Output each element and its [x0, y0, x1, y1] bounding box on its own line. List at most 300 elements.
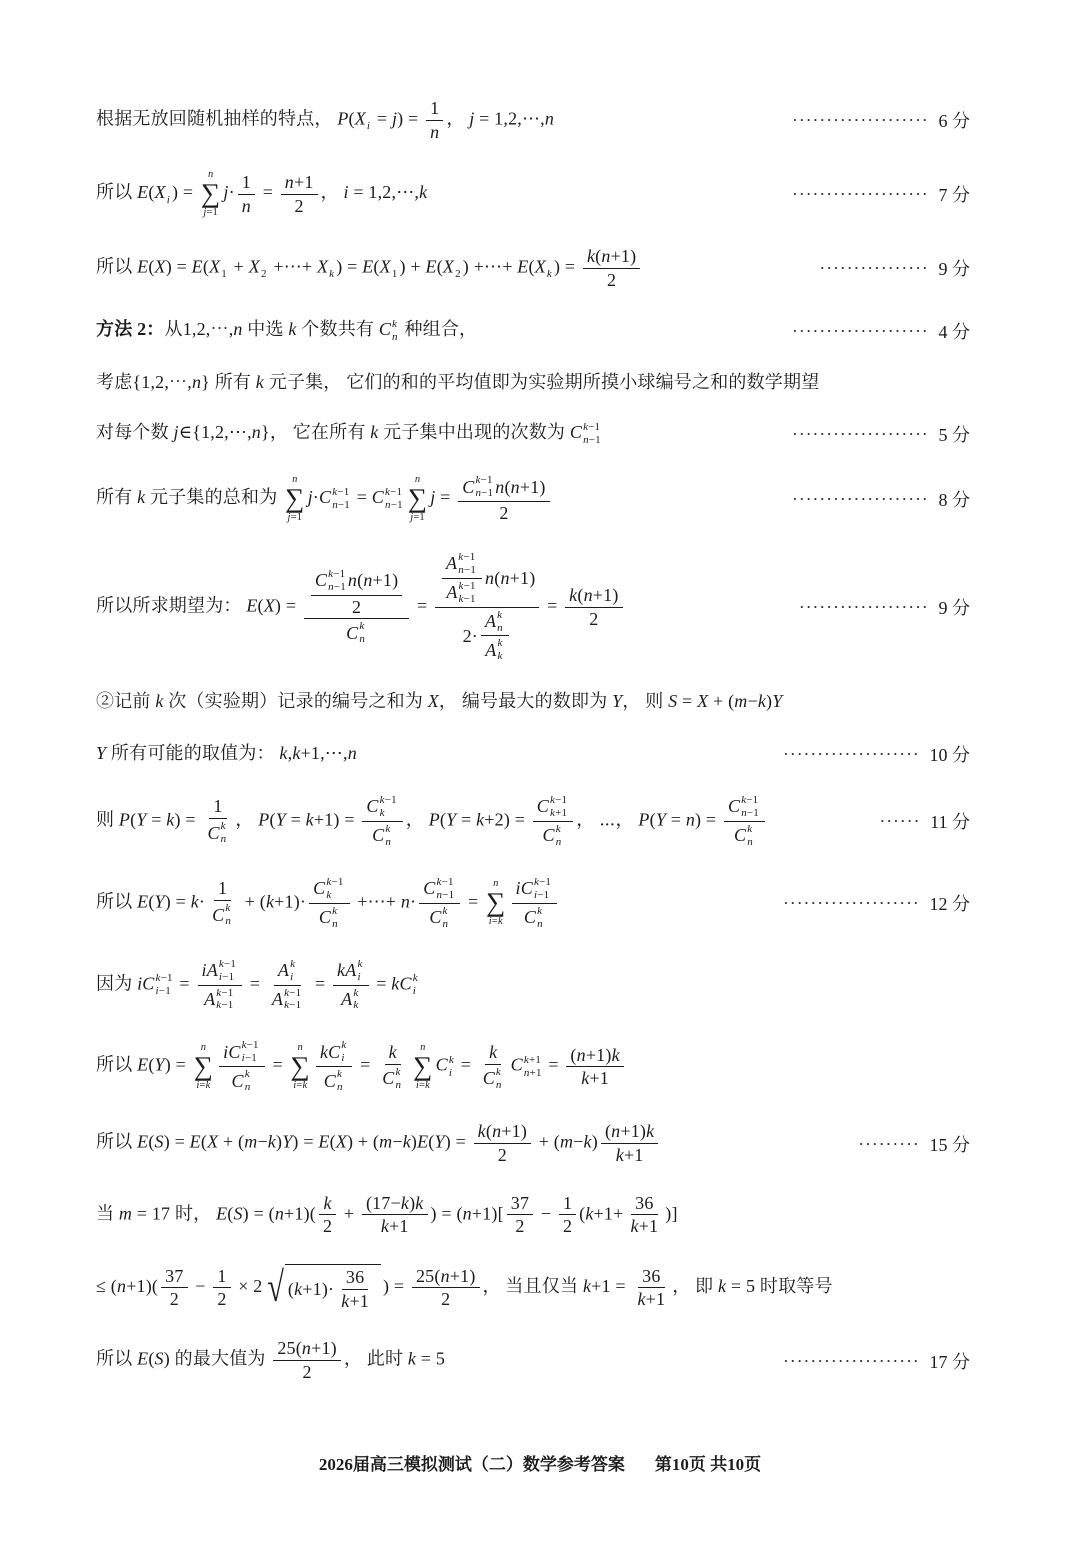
superscript — [332, 905, 338, 918]
math-variable: E — [191, 256, 203, 277]
math-variable: k — [353, 986, 359, 999]
score-value: 9 分 — [938, 259, 970, 280]
fraction-numerator: k ( n +1) — [583, 246, 640, 269]
math-fraction — [362, 1193, 428, 1237]
math-variable: k — [497, 915, 503, 927]
subscript — [245, 1081, 251, 1094]
math-variable: k — [585, 1203, 594, 1223]
math-supsub — [741, 794, 759, 820]
math-variable: C — [371, 486, 384, 507]
math-variable: C — [378, 318, 392, 339]
math-fraction — [559, 1193, 576, 1237]
footer-page-info: 第10页 共10页 — [654, 1454, 762, 1474]
math-supsub — [337, 1068, 343, 1094]
fraction-denominator: 2 — [169, 1289, 179, 1310]
math-variable: n — [493, 878, 499, 890]
math-variable: k — [741, 793, 747, 806]
math-variable: C — [207, 822, 220, 843]
math-supsub — [332, 486, 350, 512]
math-fraction — [273, 1338, 341, 1382]
math-variable: k — [475, 473, 481, 486]
math-supsub — [475, 474, 493, 500]
formula-content: 所以所求期望为： E(X) = C k−1 n−1 n ( n +1) 2 C k n = A k−1 n−1 A k−1 k−1 n ( n +1) 2· A k n A k k = k ( n +1) 2 — [96, 551, 626, 664]
fraction-denominator: 2 — [441, 1289, 451, 1310]
superscript — [385, 823, 391, 836]
math-variable: k — [385, 822, 391, 835]
math-variable: j — [410, 511, 414, 523]
subscript: 2 — [260, 268, 267, 281]
math-supsub — [367, 107, 370, 133]
math-variable: k — [458, 579, 464, 592]
fraction-numerator: 25( n +1) — [273, 1338, 341, 1361]
math-variable: C — [313, 878, 326, 899]
subscript — [359, 633, 365, 646]
superscript: k−1 — [458, 550, 476, 563]
math-variable: k — [302, 1079, 308, 1091]
math-variable: m — [118, 1203, 133, 1223]
math-fraction — [378, 1042, 407, 1092]
subscript — [747, 836, 753, 849]
math-variable: k — [537, 904, 543, 917]
math-supsub — [261, 255, 267, 281]
math-supsub — [496, 1066, 502, 1092]
math-variable: n — [492, 1121, 502, 1142]
superscript — [341, 1039, 346, 1052]
math-supsub — [534, 876, 551, 902]
dot-leader: ···················· — [783, 745, 921, 761]
math-variable: k — [244, 1068, 250, 1081]
math-variable: k — [380, 1216, 390, 1237]
fraction-denominator — [426, 121, 443, 143]
fraction-denominator — [342, 619, 371, 646]
formula-content: 对每个数 j∈{1,2,⋯,n}， 它在所有 k 元子集中出现的次数为 C k−1 n−1 — [96, 420, 601, 446]
math-variable: Y — [154, 1055, 165, 1075]
math-variable: X — [335, 1131, 347, 1152]
superscript: k−1 — [326, 875, 344, 888]
math-variable: n — [385, 498, 391, 511]
math-fraction — [213, 1266, 230, 1310]
math-variable: m — [559, 1131, 574, 1152]
superscript: k−1 — [550, 793, 568, 806]
math-variable: C — [510, 1055, 523, 1075]
subscript: n−1 — [583, 433, 601, 446]
math-variable: k — [137, 486, 146, 507]
math-supsub — [328, 568, 346, 594]
fraction-numerator: k ( n +1) — [474, 1121, 531, 1144]
formula-content: 考虑{1,2,⋯,n} 所有 k 元子集， 它们的和的平均值即为实验期所摸小球编号之和的数学期望 — [96, 371, 820, 392]
math-supsub — [497, 609, 503, 635]
fraction-denominator — [268, 986, 307, 1013]
sum-lower-limit: i=k — [293, 1079, 308, 1091]
score-mark — [849, 1131, 970, 1157]
math-variable: A — [484, 611, 497, 632]
math-variable: i — [488, 915, 492, 927]
math-variable: n — [233, 318, 243, 339]
math-variable: E — [417, 1131, 429, 1152]
math-variable: C — [542, 825, 555, 846]
fraction-numerator — [309, 876, 349, 904]
superscript — [359, 620, 365, 633]
math-variable: X — [316, 256, 329, 277]
math-variable: C — [314, 570, 328, 591]
math-variable: C — [429, 907, 442, 928]
dot-leader: ······ — [880, 813, 922, 829]
sum-operator — [408, 474, 427, 524]
math-supsub — [385, 823, 391, 849]
superscript: k−1 — [436, 875, 454, 888]
fraction-numerator — [512, 876, 558, 904]
solution-line — [96, 1121, 970, 1165]
superscript: k−1 — [216, 986, 234, 999]
fraction-numerator — [316, 1039, 353, 1067]
math-variable: Y — [136, 809, 147, 830]
math-variable: n — [497, 621, 503, 634]
math-variable: Y — [446, 809, 457, 830]
sigma-icon: ∑ — [486, 887, 506, 918]
math-supsub — [547, 255, 552, 281]
math-variable: i — [448, 1066, 453, 1079]
math-variable: n — [359, 633, 366, 646]
dot-leader: ···················· — [783, 895, 921, 911]
superscript: k−1 — [379, 793, 397, 806]
math-fraction — [724, 794, 765, 849]
math-fraction — [426, 98, 443, 142]
math-fraction — [601, 1121, 658, 1165]
math-fraction — [319, 1193, 336, 1237]
math-variable: k — [328, 567, 334, 580]
math-variable: n — [555, 835, 562, 848]
math-variable: k — [458, 592, 464, 605]
formula-content: Y 所有可能的取值为： k,k+1,⋯,n — [96, 743, 357, 764]
score-mark — [870, 808, 970, 834]
fraction-denominator: k +1 — [341, 1290, 370, 1311]
math-variable: k — [448, 1053, 454, 1066]
math-variable: k — [385, 485, 391, 498]
math-variable: k — [255, 371, 264, 392]
math-variable: X — [697, 691, 709, 712]
math-variable: i — [290, 970, 294, 983]
fraction-denominator: 2 — [217, 1289, 227, 1310]
solution-line — [96, 1039, 970, 1094]
math-variable: C — [569, 422, 583, 443]
math-variable: n — [500, 567, 510, 588]
math-variable: k — [326, 888, 332, 901]
fraction-numerator — [724, 794, 765, 822]
subscript: n−1 — [328, 580, 346, 593]
superscript: k−1 — [241, 1039, 259, 1052]
math-variable: A — [277, 960, 290, 981]
math-variable: n — [458, 563, 464, 576]
fraction-numerator — [485, 1042, 501, 1065]
math-variable: k — [294, 1278, 303, 1299]
solution-line — [96, 794, 970, 849]
math-variable: k — [425, 1079, 430, 1091]
fraction-numerator: 1 — [559, 1193, 576, 1216]
math-variable: k — [357, 957, 363, 970]
score-value: 7 分 — [938, 185, 970, 206]
fraction-denominator: 2 — [589, 608, 599, 629]
math-fraction — [507, 1193, 533, 1237]
superscript — [167, 181, 170, 194]
sum-operator — [291, 1042, 310, 1092]
math-variable: n — [523, 1066, 530, 1079]
score-value: 9 分 — [938, 598, 970, 619]
math-variable: k — [216, 999, 222, 1012]
fraction-denominator — [337, 986, 364, 1013]
math-variable: n — [462, 1203, 472, 1223]
superscript — [537, 905, 543, 918]
math-variable: n — [414, 473, 421, 485]
subscript — [167, 194, 170, 207]
math-variable: k — [341, 1039, 347, 1052]
math-variable: n — [537, 917, 543, 930]
subscript — [353, 999, 358, 1012]
math-variable: Y — [612, 691, 623, 712]
fraction-denominator — [481, 636, 508, 663]
superscript: k−1 — [284, 986, 302, 999]
math-fraction — [219, 1039, 265, 1094]
math-variable: j — [469, 108, 475, 129]
dot-leader: ···················· — [792, 322, 930, 338]
math-variable: Y — [434, 1131, 445, 1152]
math-supsub — [221, 820, 227, 846]
math-variable: k — [582, 1275, 592, 1296]
math-variable: m — [244, 1131, 258, 1152]
math-variable: C — [382, 1068, 395, 1089]
superscript — [261, 255, 267, 268]
math-variable: n — [510, 476, 520, 497]
fraction-numerator: 25( n +1) — [412, 1266, 480, 1289]
fraction-denominator — [730, 822, 759, 849]
subscript: n−1 — [436, 888, 455, 901]
math-variable: n — [225, 914, 232, 927]
dot-leader: ················ — [820, 260, 930, 276]
subscript: 1 — [221, 268, 227, 281]
fraction-numerator: n +1 — [281, 172, 318, 195]
solution-line — [96, 1264, 970, 1311]
math-variable: n — [274, 1203, 285, 1223]
math-supsub — [497, 637, 502, 663]
math-variable: m — [379, 1131, 393, 1152]
math-variable: E — [425, 256, 437, 277]
solution-line — [96, 98, 970, 142]
dot-leader: ···················· — [792, 186, 930, 202]
math-variable: k — [757, 691, 767, 712]
math-variable: C — [366, 796, 379, 817]
score-mark — [810, 255, 970, 281]
solution-line — [96, 318, 970, 344]
formula-content: 所以 E(X i ) = n ∑ j=1 j· $\frac{1}{n}$ = n +1 2 ， i = 1,2,⋯,k — [96, 169, 428, 219]
fraction-numerator: 37 — [507, 1193, 533, 1216]
math-variable: C — [318, 907, 332, 928]
math-fraction — [281, 172, 318, 216]
math-supsub — [385, 486, 403, 512]
math-variable: X — [379, 256, 391, 277]
math-variable: n — [332, 917, 338, 930]
fraction-numerator: C k−1 n−1 n ( n +1) — [311, 568, 402, 596]
math-variable: C — [346, 623, 359, 644]
solution-line — [96, 421, 970, 447]
math-variable: C — [727, 796, 741, 817]
math-supsub — [458, 551, 476, 577]
math-variable: n — [363, 570, 373, 591]
math-supsub — [221, 255, 227, 281]
radical-icon: √ — [267, 1263, 285, 1311]
sigma-icon: ∑ — [290, 1051, 310, 1082]
solution-line — [96, 371, 970, 394]
fraction-denominator — [539, 822, 568, 849]
formula-content: 所以 E(S) = E(X + (m−k)Y) = E(X) + (m−k)E(Y) = k ( n +1) 2 + (m−k) ( n +1) k k +1 — [96, 1121, 661, 1165]
math-variable: n — [576, 1044, 586, 1065]
math-variable: n — [495, 476, 505, 497]
math-variable: A — [485, 640, 497, 661]
math-variable: n — [392, 330, 398, 343]
fraction-denominator: 2 — [562, 1216, 573, 1237]
superscript: k−1 — [385, 485, 403, 498]
math-supsub — [341, 1039, 346, 1065]
fraction-denominator: 2 — [302, 1362, 312, 1383]
fraction-numerator: (17− k ) k — [362, 1193, 428, 1216]
score-value: 17 分 — [929, 1351, 970, 1372]
subscript — [556, 836, 562, 849]
math-supsub — [455, 255, 461, 281]
sum-lower-limit: i=k — [196, 1079, 211, 1091]
score-value: 12 分 — [929, 894, 970, 915]
fraction-numerator: ( n +1) k — [566, 1045, 623, 1068]
formula-content: 所以 E(Y) = k· 1 C k n + (k+1)· C k−1 k C k n +⋯+ n· C k−1 n−1 C k n = n ∑ i=k iC k−1 i−1 C k n — [96, 876, 560, 931]
score-mark — [790, 594, 970, 620]
subscript: k+1 — [550, 806, 568, 819]
math-variable: k — [279, 743, 288, 764]
subscript: n−1 — [458, 563, 477, 576]
math-variable: k — [359, 620, 365, 633]
subscript: n+1 — [523, 1066, 542, 1079]
subscript — [497, 650, 502, 663]
math-variable: S — [154, 1131, 164, 1152]
math-variable: n — [436, 888, 443, 901]
square-root — [264, 1264, 381, 1311]
math-variable: X — [154, 182, 166, 203]
math-fraction — [458, 474, 549, 524]
math-variable: n — [583, 433, 589, 446]
math-fraction — [208, 878, 237, 928]
fraction-denominator: k +1 — [630, 1216, 659, 1237]
math-variable: X — [427, 691, 439, 712]
math-variable: k — [550, 806, 556, 819]
math-variable: k — [523, 1053, 529, 1066]
math-variable: n — [495, 1078, 502, 1091]
superscript — [395, 1066, 401, 1079]
math-variable: k — [555, 822, 561, 835]
score-mark — [774, 890, 970, 916]
math-supsub — [156, 972, 173, 998]
subscript — [329, 268, 334, 281]
math-variable: k — [407, 1348, 417, 1369]
math-fraction — [311, 568, 402, 618]
math-supsub — [326, 876, 343, 902]
math-variable: E — [189, 1131, 201, 1152]
superscript — [455, 255, 461, 268]
math-variable: j — [307, 486, 313, 507]
math-variable: k — [353, 999, 359, 1012]
math-variable: iC — [137, 973, 155, 994]
dot-leader: ··················· — [799, 599, 930, 615]
subscript — [221, 833, 227, 846]
subscript: i−1 — [241, 1052, 257, 1065]
fraction-numerator — [319, 1193, 335, 1216]
fraction-denominator: 2 — [351, 596, 362, 617]
math-variable: k — [583, 1131, 592, 1152]
math-variable: Y — [96, 743, 107, 764]
math-variable: j — [203, 207, 207, 219]
superscript — [245, 1068, 251, 1081]
subscript: k−1 — [216, 999, 234, 1012]
subscript — [337, 1081, 343, 1094]
math-fraction — [304, 568, 409, 647]
math-variable: n — [207, 169, 214, 181]
superscript: k−1 — [332, 485, 350, 498]
math-variable: n — [747, 835, 753, 848]
subscript: 2 — [455, 268, 461, 281]
fraction-denominator — [442, 579, 481, 606]
fraction-numerator: 1 — [214, 878, 231, 901]
math-variable: C — [734, 825, 747, 846]
superscript — [337, 1068, 343, 1081]
math-variable: n — [332, 498, 338, 511]
math-variable: kC — [319, 1042, 341, 1063]
math-variable: A — [271, 989, 284, 1010]
math-variable: k — [581, 1068, 590, 1089]
math-variable: n — [241, 195, 251, 216]
math-variable: S — [668, 691, 678, 712]
math-variable: j — [223, 182, 229, 203]
score-value: 10 分 — [929, 744, 970, 765]
score-mark — [774, 1348, 970, 1374]
math-supsub — [216, 987, 233, 1013]
dot-leader: ···················· — [792, 425, 930, 441]
fraction-numerator — [304, 568, 409, 620]
math-variable: k — [646, 1121, 655, 1142]
math-fraction — [533, 794, 573, 849]
score-value: 15 分 — [929, 1134, 970, 1155]
solution-line — [96, 551, 970, 664]
math-variable: A — [446, 553, 458, 574]
score-value: 8 分 — [938, 489, 970, 510]
superscript — [290, 958, 295, 971]
fraction-denominator: 2 — [607, 269, 617, 290]
subscript — [290, 971, 295, 984]
math-variable: C — [462, 476, 475, 497]
math-supsub — [380, 794, 397, 820]
math-variable: X — [534, 256, 546, 277]
score-mark — [774, 741, 970, 767]
subscript — [496, 1079, 502, 1092]
math-variable: k — [216, 986, 222, 999]
superscript — [367, 107, 370, 120]
math-variable: X — [354, 108, 366, 129]
math-variable: k — [476, 809, 485, 830]
math-supsub — [459, 580, 476, 606]
subscript — [449, 1067, 454, 1080]
subscript: n−1 — [332, 498, 351, 511]
math-fraction — [333, 958, 368, 1013]
math-variable: n — [400, 891, 411, 912]
math-variable: n — [191, 371, 202, 392]
subscript — [547, 268, 552, 281]
sum-lower-limit: j=1 — [410, 511, 425, 523]
solution-line — [96, 958, 970, 1013]
subscript — [326, 889, 343, 902]
